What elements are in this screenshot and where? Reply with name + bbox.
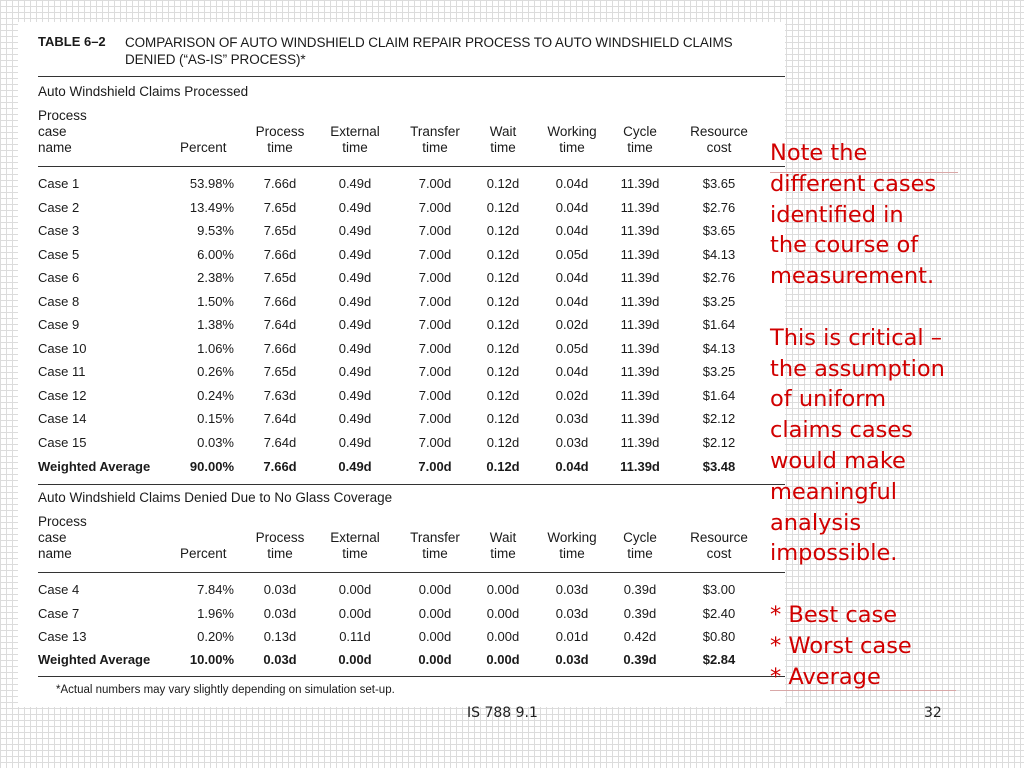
resource-cell: $3.00 bbox=[702, 582, 736, 597]
column-header-name: Process case name bbox=[38, 108, 87, 155]
case-name: Case 10 bbox=[38, 340, 87, 356]
percent-cell: 13.49% bbox=[189, 199, 234, 215]
transfer-cell: 7.00d bbox=[418, 199, 452, 215]
table-row bbox=[18, 294, 785, 317]
cycle-cell: 11.39d bbox=[620, 223, 660, 238]
transfer-cell: 7.00d bbox=[418, 223, 452, 238]
header-rule bbox=[38, 166, 785, 167]
external-cell: 0.49d bbox=[338, 223, 372, 238]
resource-cell: $3.65 bbox=[702, 223, 736, 238]
table-label: TABLE 6–2 bbox=[38, 34, 106, 49]
percent-cell: 0.26% bbox=[197, 364, 234, 379]
external-cell: 0.49d bbox=[338, 246, 372, 262]
percent-cell: 1.38% bbox=[197, 317, 234, 332]
wait-cell: 0.12d bbox=[486, 340, 520, 356]
working-cell: 0.02d bbox=[555, 387, 589, 403]
column-header-resource: Resource cost bbox=[690, 124, 748, 155]
note-line: would make bbox=[770, 447, 906, 474]
resource-cell: $2.76 bbox=[702, 270, 736, 285]
process-cell: 0.03d bbox=[263, 652, 297, 667]
transfer-cell: 7.00d bbox=[418, 459, 452, 474]
percent-cell: 53.98% bbox=[189, 176, 234, 191]
note-line: measurement. bbox=[770, 263, 935, 290]
wait-cell: 0.12d bbox=[486, 176, 520, 191]
process-cell: 7.65d bbox=[263, 270, 297, 285]
header-rule bbox=[38, 572, 785, 573]
external-cell: 0.49d bbox=[338, 434, 372, 450]
wait-cell: 0.12d bbox=[486, 293, 520, 309]
process-cell: 7.64d bbox=[263, 317, 297, 332]
working-cell: 0.05d bbox=[555, 246, 589, 262]
case-name: Case 11 bbox=[38, 364, 86, 379]
column-header-transfer: Transfer time bbox=[410, 530, 460, 561]
section-title: Auto Windshield Claims Denied Due to No Glass Coverage bbox=[38, 490, 393, 505]
percent-cell: 0.03% bbox=[197, 434, 234, 450]
process-cell: 0.13d bbox=[263, 629, 297, 644]
column-header-percent: Percent bbox=[180, 140, 227, 155]
working-cell: 0.04d bbox=[555, 176, 589, 191]
percent-cell: 0.24% bbox=[197, 387, 234, 403]
case-name: Case 1 bbox=[38, 176, 80, 191]
percent-cell: 6.00% bbox=[197, 246, 234, 262]
external-cell: 0.49d bbox=[338, 199, 372, 215]
transfer-cell: 0.00d bbox=[418, 582, 452, 597]
transfer-cell: 7.00d bbox=[418, 340, 452, 356]
table-row bbox=[18, 364, 785, 387]
column-header-process: Process time bbox=[255, 530, 305, 561]
column-header-resource: Resource cost bbox=[690, 530, 748, 561]
percent-cell: 0.20% bbox=[197, 629, 234, 644]
table-row bbox=[18, 223, 785, 246]
case-name: Case 13 bbox=[38, 629, 87, 644]
resource-cell: $3.25 bbox=[702, 364, 736, 379]
note-line: the course of bbox=[770, 232, 919, 259]
working-cell: 0.04d bbox=[555, 293, 589, 309]
cycle-cell: 0.39d bbox=[623, 605, 657, 621]
cycle-cell: 0.42d bbox=[623, 629, 657, 644]
note-line: different cases bbox=[770, 170, 937, 197]
percent-cell: 90.00% bbox=[189, 459, 234, 474]
transfer-cell: 7.00d bbox=[418, 387, 452, 403]
resource-cell: $4.13 bbox=[702, 246, 736, 262]
column-header-process: Process time bbox=[255, 124, 305, 155]
column-header-cycle: Cycle time bbox=[623, 530, 657, 561]
working-cell: 0.04d bbox=[555, 223, 589, 238]
column-header-external: External time bbox=[330, 124, 380, 155]
case-name: Case 14 bbox=[38, 411, 87, 426]
table-row bbox=[18, 176, 785, 199]
working-cell: 0.04d bbox=[555, 199, 589, 215]
working-cell: 0.04d bbox=[555, 459, 589, 474]
note-line: identified in bbox=[770, 201, 904, 228]
transfer-cell: 7.00d bbox=[418, 434, 452, 450]
transfer-cell: 7.00d bbox=[418, 270, 452, 285]
transfer-cell: 7.00d bbox=[418, 246, 452, 262]
table-row bbox=[18, 247, 785, 270]
note-line: meaningful bbox=[770, 478, 898, 505]
cycle-cell: 11.39d bbox=[620, 270, 660, 285]
wait-cell: 0.12d bbox=[486, 199, 520, 215]
cycle-cell: 0.39d bbox=[623, 652, 657, 667]
external-cell: 0.49d bbox=[338, 317, 372, 332]
external-cell: 0.49d bbox=[338, 293, 372, 309]
process-cell: 7.66d bbox=[263, 459, 297, 474]
process-cell: 7.66d bbox=[263, 246, 297, 262]
table-row bbox=[18, 200, 785, 223]
note-line: claims cases bbox=[770, 417, 913, 444]
column-header-cycle: Cycle time bbox=[623, 124, 657, 155]
working-cell: 0.04d bbox=[555, 364, 589, 379]
table-row bbox=[18, 341, 785, 364]
cycle-cell: 11.39d bbox=[620, 387, 660, 403]
table-row bbox=[18, 606, 785, 629]
cycle-cell: 11.39d bbox=[620, 199, 660, 215]
note-line: * Average bbox=[770, 663, 881, 690]
table-row bbox=[18, 411, 785, 434]
transfer-cell: 7.00d bbox=[418, 176, 452, 191]
resource-cell: $2.40 bbox=[702, 605, 736, 621]
cycle-cell: 11.39d bbox=[620, 434, 660, 450]
wait-cell: 0.12d bbox=[486, 387, 520, 403]
table-row bbox=[18, 629, 785, 652]
process-cell: 0.03d bbox=[263, 605, 297, 621]
percent-cell: 1.50% bbox=[197, 293, 234, 309]
cycle-cell: 11.39d bbox=[620, 293, 660, 309]
note-line: * Best case bbox=[770, 601, 898, 628]
column-header-percent: Percent bbox=[180, 546, 227, 561]
resource-cell: $1.64 bbox=[702, 317, 736, 332]
case-name: Case 5 bbox=[38, 246, 80, 262]
external-cell: 0.49d bbox=[338, 176, 372, 191]
wait-cell: 0.12d bbox=[486, 317, 520, 332]
resource-cell: $3.65 bbox=[702, 176, 736, 191]
resource-cell: $1.64 bbox=[702, 387, 736, 403]
resource-cell: $2.12 bbox=[702, 434, 736, 450]
working-cell: 0.01d bbox=[555, 629, 589, 644]
case-name: Case 12 bbox=[38, 387, 87, 403]
wait-cell: 0.12d bbox=[486, 459, 520, 474]
transfer-cell: 0.00d bbox=[418, 652, 452, 667]
table-scan bbox=[18, 22, 785, 707]
percent-cell: 1.06% bbox=[197, 340, 234, 356]
note-line: the assumption bbox=[770, 355, 945, 382]
external-cell: 0.49d bbox=[338, 340, 372, 356]
case-name: Case 2 bbox=[38, 199, 80, 215]
working-cell: 0.03d bbox=[555, 582, 589, 597]
column-header-working: Working time bbox=[547, 530, 597, 561]
working-cell: 0.03d bbox=[555, 411, 589, 426]
process-cell: 7.64d bbox=[263, 434, 297, 450]
weighted-average-row bbox=[18, 459, 785, 482]
title-rule bbox=[38, 76, 785, 77]
process-cell: 7.66d bbox=[263, 340, 297, 356]
process-cell: 7.64d bbox=[263, 411, 297, 426]
case-name: Case 4 bbox=[38, 582, 80, 597]
process-cell: 7.66d bbox=[263, 293, 297, 309]
working-cell: 0.02d bbox=[555, 317, 589, 332]
table-row bbox=[18, 435, 785, 458]
page-number: 32 bbox=[924, 705, 942, 721]
process-cell: 0.03d bbox=[263, 582, 297, 597]
table-row bbox=[18, 270, 785, 293]
table-row bbox=[18, 317, 785, 340]
external-cell: 0.11d bbox=[339, 629, 371, 644]
transfer-cell: 7.00d bbox=[418, 411, 452, 426]
annotation-notes bbox=[770, 138, 1020, 692]
section-rule bbox=[38, 484, 785, 485]
case-name: Case 9 bbox=[38, 317, 80, 332]
case-name: Weighted Average bbox=[38, 459, 151, 474]
transfer-cell: 7.00d bbox=[418, 364, 452, 379]
column-header-external: External time bbox=[330, 530, 380, 561]
cycle-cell: 11.39d bbox=[620, 246, 660, 262]
process-cell: 7.63d bbox=[263, 387, 297, 403]
case-name: Case 6 bbox=[38, 270, 80, 285]
transfer-cell: 7.00d bbox=[418, 293, 452, 309]
wait-cell: 0.00d bbox=[486, 652, 520, 667]
transfer-cell: 0.00d bbox=[418, 605, 452, 621]
wait-cell: 0.00d bbox=[486, 629, 520, 644]
transfer-cell: 0.00d bbox=[418, 629, 452, 644]
resource-cell: $0.80 bbox=[702, 629, 736, 644]
wait-cell: 0.12d bbox=[486, 246, 520, 262]
percent-cell: 2.38% bbox=[197, 270, 234, 285]
working-cell: 0.03d bbox=[555, 652, 589, 667]
external-cell: 0.49d bbox=[338, 459, 372, 474]
external-cell: 0.49d bbox=[338, 364, 372, 379]
external-cell: 0.49d bbox=[338, 387, 372, 403]
table-footnote: *Actual numbers may vary slightly depending on simulation set-up. bbox=[56, 684, 395, 696]
wait-cell: 0.12d bbox=[486, 434, 520, 450]
cycle-cell: 11.39d bbox=[620, 176, 660, 191]
column-header-transfer: Transfer time bbox=[410, 124, 460, 155]
percent-cell: 0.15% bbox=[197, 411, 234, 426]
cycle-cell: 11.39d bbox=[620, 459, 660, 474]
external-cell: 0.49d bbox=[338, 270, 372, 285]
footer-course: IS 788 9.1 bbox=[467, 705, 538, 721]
transfer-cell: 7.00d bbox=[418, 317, 452, 332]
resource-cell: $3.25 bbox=[702, 293, 736, 309]
column-header-working: Working time bbox=[547, 124, 597, 155]
cycle-cell: 11.39d bbox=[620, 364, 660, 379]
note-line: analysis bbox=[770, 509, 862, 536]
wait-cell: 0.00d bbox=[486, 582, 520, 597]
case-name: Case 7 bbox=[38, 605, 80, 621]
column-header-name: Process case name bbox=[38, 514, 87, 561]
cycle-cell: 11.39d bbox=[620, 411, 660, 426]
process-cell: 7.65d bbox=[263, 223, 297, 238]
weighted-average-row bbox=[18, 652, 785, 675]
resource-cell: $4.13 bbox=[702, 340, 736, 356]
resource-cell: $2.12 bbox=[702, 411, 736, 426]
process-cell: 7.66d bbox=[263, 176, 297, 191]
note-line: impossible. bbox=[770, 540, 898, 567]
case-name: Case 3 bbox=[38, 223, 80, 238]
cycle-cell: 0.39d bbox=[623, 582, 657, 597]
cycle-cell: 11.39d bbox=[620, 340, 660, 356]
external-cell: 0.00d bbox=[338, 605, 372, 621]
percent-cell: 1.96% bbox=[197, 605, 234, 621]
case-name: Weighted Average bbox=[38, 652, 151, 667]
note-line: This is critical – bbox=[770, 324, 943, 351]
table-row bbox=[18, 388, 785, 411]
wait-cell: 0.12d bbox=[486, 411, 520, 426]
column-header-wait: Wait time bbox=[489, 530, 517, 561]
external-cell: 0.00d bbox=[338, 652, 372, 667]
wait-cell: 0.12d bbox=[486, 270, 520, 285]
note-rule bbox=[770, 690, 956, 691]
wait-cell: 0.12d bbox=[486, 223, 520, 238]
table-row bbox=[18, 582, 785, 605]
wait-cell: 0.12d bbox=[486, 364, 520, 379]
resource-cell: $3.48 bbox=[702, 459, 736, 474]
working-cell: 0.03d bbox=[555, 605, 589, 621]
note-line: Note the bbox=[770, 140, 868, 166]
external-cell: 0.49d bbox=[338, 411, 372, 426]
working-cell: 0.05d bbox=[555, 340, 589, 356]
external-cell: 0.00d bbox=[338, 582, 372, 597]
percent-cell: 7.84% bbox=[197, 582, 234, 597]
note-line: * Worst case bbox=[770, 632, 912, 659]
table-title: COMPARISON OF AUTO WINDSHIELD CLAIM REPAIR PROCESS TO AUTO WINDSHIELD CLAIMS DENIED (“AS-IS” PROCESS)* bbox=[125, 35, 733, 67]
resource-cell: $2.76 bbox=[702, 199, 736, 215]
cycle-cell: 11.39d bbox=[620, 317, 660, 332]
column-header-wait: Wait time bbox=[489, 124, 517, 155]
case-name: Case 15 bbox=[38, 434, 87, 450]
process-cell: 7.65d bbox=[263, 364, 297, 379]
percent-cell: 9.53% bbox=[197, 223, 234, 238]
working-cell: 0.03d bbox=[555, 434, 589, 450]
bottom-rule bbox=[38, 676, 785, 677]
note-line: of uniform bbox=[770, 386, 887, 413]
section-title: Auto Windshield Claims Processed bbox=[38, 84, 249, 99]
resource-cell: $2.84 bbox=[702, 652, 736, 667]
percent-cell: 10.00% bbox=[189, 652, 234, 667]
working-cell: 0.04d bbox=[555, 270, 589, 285]
process-cell: 7.65d bbox=[263, 199, 297, 215]
case-name: Case 8 bbox=[38, 293, 80, 309]
wait-cell: 0.00d bbox=[486, 605, 520, 621]
